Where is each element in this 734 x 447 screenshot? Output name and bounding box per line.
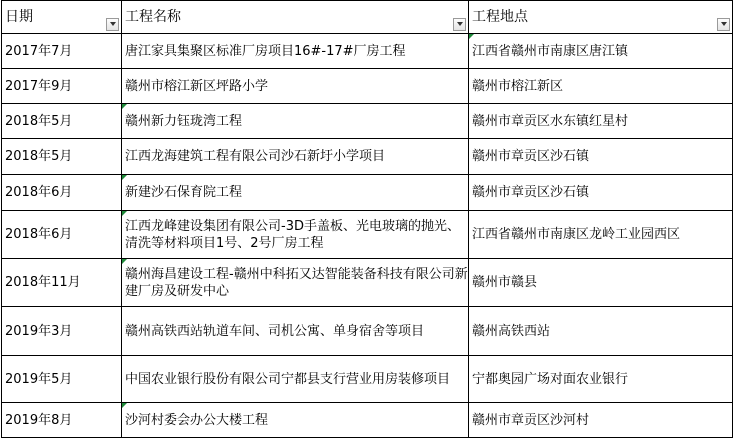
location-cell[interactable]: 宁都奥园广场对面农业银行 [469,356,733,403]
project-name-cell[interactable]: 赣州市榕江新区坪路小学 [122,69,469,104]
date-cell[interactable]: 2019年3月 [2,307,122,356]
project-name-cell[interactable]: 赣州新力钰珑湾工程 [122,104,469,139]
location-cell[interactable]: 赣州高铁西站 [469,307,733,356]
project-name-cell[interactable]: 赣州海昌建设工程-赣州中科拓又达智能装备科技有限公司新建厂房及研发中心 [122,259,469,307]
table-row [2,259,733,307]
header-cell-date[interactable] [2,1,122,34]
header-label-project-name: 工程名称 [125,8,181,25]
table-row [2,211,733,259]
date-cell[interactable]: 2018年5月 [2,139,122,175]
filter-dropdown-icon[interactable] [717,18,730,31]
date-cell[interactable]: 2018年5月 [2,104,122,139]
project-name-cell[interactable]: 唐江家具集聚区标准厂房项目16#-17#厂房工程 [122,34,469,69]
project-name-cell[interactable]: 江西龙海建筑工程有限公司沙石新圩小学项目 [122,139,469,175]
date-cell[interactable]: 2017年7月 [2,34,122,69]
filter-dropdown-icon[interactable] [453,18,466,31]
project-name-cell[interactable]: 江西龙峰建设集团有限公司-3D手盖板、光电玻璃的抛光、清洗等材料项目1号、2号厂房工程 [122,211,469,259]
location-cell[interactable]: 赣州市章贡区沙河村 [469,403,733,438]
date-cell[interactable]: 2017年9月 [2,69,122,104]
table-row [2,307,733,356]
date-cell[interactable]: 2018年11月 [2,259,122,307]
table-row [2,175,733,211]
location-cell[interactable]: 赣州市章贡区水东镇红星村 [469,104,733,139]
date-cell[interactable]: 2018年6月 [2,211,122,259]
table-row [2,34,733,69]
header-cell-project-name[interactable] [122,1,469,34]
location-cell[interactable]: 赣州市榕江新区 [469,69,733,104]
header-cell-location[interactable] [469,1,733,34]
project-name-cell[interactable]: 新建沙石保育院工程 [122,175,469,211]
table-row [2,69,733,104]
project-name-cell[interactable]: 赣州高铁西站轨道车间、司机公寓、单身宿舍等项目 [122,307,469,356]
header-row [2,1,733,34]
spreadsheet-table [1,0,733,438]
date-cell[interactable]: 2018年6月 [2,175,122,211]
header-label-location: 工程地点 [472,8,528,25]
filter-dropdown-icon[interactable] [106,18,119,31]
header-label-date: 日期 [5,8,33,25]
date-cell[interactable]: 2019年8月 [2,403,122,438]
table-row [2,356,733,403]
location-cell[interactable]: 赣州市赣县 [469,259,733,307]
location-cell[interactable]: 赣州市章贡区沙石镇 [469,139,733,175]
table-row [2,403,733,438]
location-cell[interactable]: 江西省赣州市南康区唐江镇 [469,34,733,69]
location-cell[interactable]: 赣州市章贡区沙石镇 [469,175,733,211]
project-name-cell[interactable]: 中国农业银行股份有限公司宁都县支行营业用房装修项目 [122,356,469,403]
table-row [2,139,733,175]
date-cell[interactable]: 2019年5月 [2,356,122,403]
table-row [2,104,733,139]
location-cell[interactable]: 江西省赣州市南康区龙岭工业园西区 [469,211,733,259]
project-name-cell[interactable]: 沙河村委会办公大楼工程 [122,403,469,438]
